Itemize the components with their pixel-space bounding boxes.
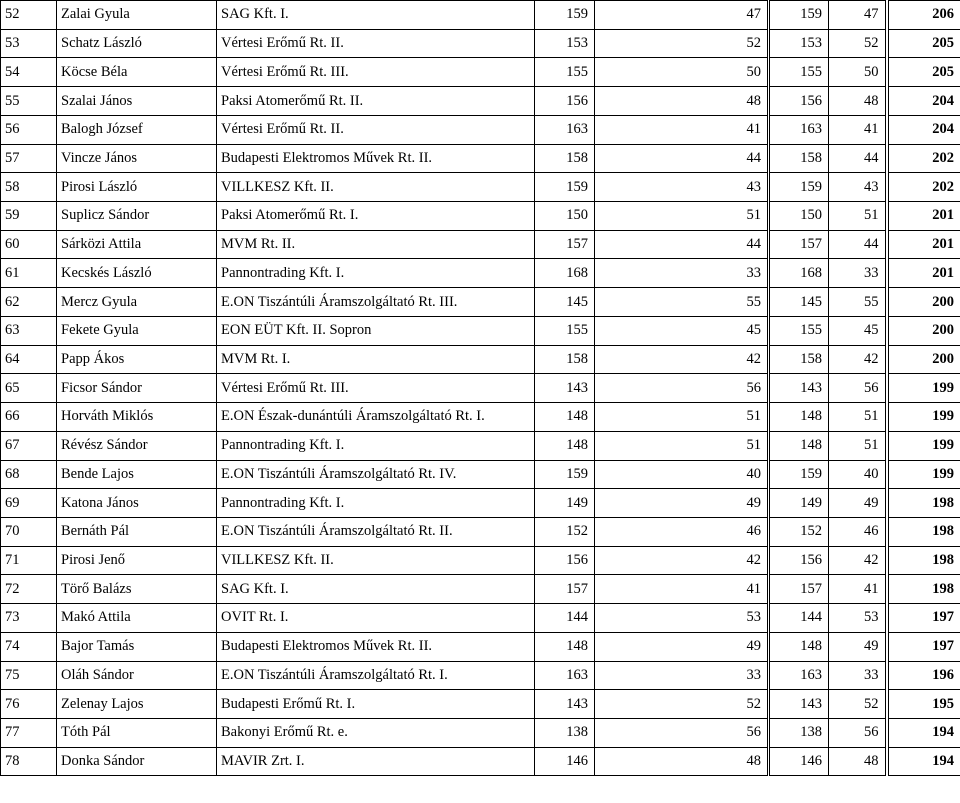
competitor-name-cell: Zelenay Lajos: [57, 690, 217, 719]
score-d-cell: 49: [829, 489, 887, 518]
competitor-name-cell: Suplicz Sándor: [57, 202, 217, 231]
table-row: [1, 690, 960, 719]
competitor-name-cell: Pirosi Jenő: [57, 546, 217, 575]
table-row: [1, 259, 960, 288]
score-b-cell: 46: [595, 517, 769, 546]
total-score-cell: 195: [887, 690, 960, 719]
team-cell: Pannontrading Kft. I.: [217, 259, 535, 288]
score-a-cell: 148: [535, 632, 595, 661]
score-c-cell: 153: [769, 29, 829, 58]
table-row: [1, 431, 960, 460]
rank-cell: 68: [1, 460, 57, 489]
table-row: [1, 316, 960, 345]
score-c-cell: 157: [769, 230, 829, 259]
rank-cell: 76: [1, 690, 57, 719]
total-score-cell: 201: [887, 259, 960, 288]
total-score-cell: 197: [887, 632, 960, 661]
competitor-name-cell: Fekete Gyula: [57, 316, 217, 345]
team-cell: E.ON Tiszántúli Áramszolgáltató Rt. I.: [217, 661, 535, 690]
rank-cell: 65: [1, 374, 57, 403]
score-a-cell: 146: [535, 747, 595, 776]
score-b-cell: 33: [595, 259, 769, 288]
team-cell: Vértesi Erőmű Rt. II.: [217, 115, 535, 144]
team-cell: Budapesti Elektromos Művek Rt. II.: [217, 632, 535, 661]
table-row: [1, 345, 960, 374]
team-cell: SAG Kft. I.: [217, 1, 535, 30]
score-b-cell: 45: [595, 316, 769, 345]
score-c-cell: 163: [769, 115, 829, 144]
competitor-name-cell: Ficsor Sándor: [57, 374, 217, 403]
team-cell: E.ON Észak-dunántúli Áramszolgáltató Rt. I.: [217, 403, 535, 432]
rank-cell: 53: [1, 29, 57, 58]
rank-cell: 78: [1, 747, 57, 776]
competitor-name-cell: Révész Sándor: [57, 431, 217, 460]
score-b-cell: 47: [595, 1, 769, 30]
rank-cell: 70: [1, 517, 57, 546]
table-row: [1, 144, 960, 173]
score-c-cell: 158: [769, 345, 829, 374]
team-cell: VILLKESZ Kft. II.: [217, 173, 535, 202]
score-d-cell: 47: [829, 1, 887, 30]
rank-cell: 64: [1, 345, 57, 374]
score-c-cell: 163: [769, 661, 829, 690]
score-a-cell: 155: [535, 316, 595, 345]
score-b-cell: 44: [595, 230, 769, 259]
score-c-cell: 155: [769, 316, 829, 345]
team-cell: E.ON Tiszántúli Áramszolgáltató Rt. IV.: [217, 460, 535, 489]
score-d-cell: 52: [829, 690, 887, 719]
team-cell: Budapesti Erőmű Rt. I.: [217, 690, 535, 719]
competitor-name-cell: Bende Lajos: [57, 460, 217, 489]
score-b-cell: 48: [595, 87, 769, 116]
competitor-name-cell: Schatz László: [57, 29, 217, 58]
competitor-name-cell: Papp Ákos: [57, 345, 217, 374]
score-b-cell: 33: [595, 661, 769, 690]
total-score-cell: 205: [887, 58, 960, 87]
team-cell: Paksi Atomerőmű Rt. I.: [217, 202, 535, 231]
table-row: [1, 202, 960, 231]
score-c-cell: 156: [769, 87, 829, 116]
team-cell: MAVIR Zrt. I.: [217, 747, 535, 776]
score-d-cell: 40: [829, 460, 887, 489]
rank-cell: 72: [1, 575, 57, 604]
competitor-name-cell: Bernáth Pál: [57, 517, 217, 546]
table-row: [1, 288, 960, 317]
score-c-cell: 145: [769, 288, 829, 317]
score-d-cell: 48: [829, 87, 887, 116]
total-score-cell: 199: [887, 431, 960, 460]
total-score-cell: 202: [887, 173, 960, 202]
score-b-cell: 44: [595, 144, 769, 173]
table-row: [1, 718, 960, 747]
total-score-cell: 200: [887, 288, 960, 317]
score-d-cell: 33: [829, 259, 887, 288]
score-b-cell: 43: [595, 173, 769, 202]
score-d-cell: 51: [829, 431, 887, 460]
total-score-cell: 198: [887, 489, 960, 518]
score-a-cell: 152: [535, 517, 595, 546]
total-score-cell: 198: [887, 546, 960, 575]
team-cell: MVM Rt. I.: [217, 345, 535, 374]
table-row: [1, 403, 960, 432]
score-b-cell: 56: [595, 374, 769, 403]
score-b-cell: 50: [595, 58, 769, 87]
score-d-cell: 33: [829, 661, 887, 690]
score-a-cell: 156: [535, 546, 595, 575]
score-b-cell: 42: [595, 345, 769, 374]
score-b-cell: 52: [595, 690, 769, 719]
total-score-cell: 199: [887, 403, 960, 432]
table-row: [1, 230, 960, 259]
score-d-cell: 44: [829, 144, 887, 173]
score-d-cell: 53: [829, 604, 887, 633]
competitor-name-cell: Balogh József: [57, 115, 217, 144]
score-d-cell: 41: [829, 575, 887, 604]
score-a-cell: 143: [535, 690, 595, 719]
competitor-name-cell: Makó Attila: [57, 604, 217, 633]
score-c-cell: 168: [769, 259, 829, 288]
total-score-cell: 206: [887, 1, 960, 30]
score-b-cell: 53: [595, 604, 769, 633]
score-a-cell: 145: [535, 288, 595, 317]
table-row: [1, 747, 960, 776]
table-row: [1, 374, 960, 403]
rank-cell: 67: [1, 431, 57, 460]
team-cell: MVM Rt. II.: [217, 230, 535, 259]
score-a-cell: 158: [535, 144, 595, 173]
competitor-name-cell: Zalai Gyula: [57, 1, 217, 30]
score-d-cell: 51: [829, 202, 887, 231]
score-d-cell: 56: [829, 718, 887, 747]
total-score-cell: 201: [887, 230, 960, 259]
table-row: [1, 58, 960, 87]
competitor-name-cell: Bajor Tamás: [57, 632, 217, 661]
table-row: [1, 173, 960, 202]
score-c-cell: 143: [769, 690, 829, 719]
score-c-cell: 148: [769, 632, 829, 661]
score-a-cell: 138: [535, 718, 595, 747]
score-c-cell: 144: [769, 604, 829, 633]
score-b-cell: 51: [595, 403, 769, 432]
team-cell: Vértesi Erőmű Rt. II.: [217, 29, 535, 58]
total-score-cell: 204: [887, 87, 960, 116]
rank-cell: 66: [1, 403, 57, 432]
score-c-cell: 143: [769, 374, 829, 403]
table-row: [1, 1, 960, 30]
score-d-cell: 55: [829, 288, 887, 317]
table-row: [1, 575, 960, 604]
total-score-cell: 194: [887, 747, 960, 776]
table-row: [1, 29, 960, 58]
score-c-cell: 138: [769, 718, 829, 747]
competitor-name-cell: Vincze János: [57, 144, 217, 173]
competitor-name-cell: Kecskés László: [57, 259, 217, 288]
score-d-cell: 45: [829, 316, 887, 345]
total-score-cell: 200: [887, 345, 960, 374]
score-c-cell: 155: [769, 58, 829, 87]
score-b-cell: 42: [595, 546, 769, 575]
score-a-cell: 148: [535, 431, 595, 460]
score-a-cell: 144: [535, 604, 595, 633]
total-score-cell: 198: [887, 575, 960, 604]
table-row: [1, 517, 960, 546]
total-score-cell: 196: [887, 661, 960, 690]
total-score-cell: 199: [887, 374, 960, 403]
score-b-cell: 40: [595, 460, 769, 489]
rank-cell: 58: [1, 173, 57, 202]
competitor-name-cell: Donka Sándor: [57, 747, 217, 776]
score-b-cell: 51: [595, 431, 769, 460]
table-row: [1, 632, 960, 661]
total-score-cell: 198: [887, 517, 960, 546]
score-c-cell: 146: [769, 747, 829, 776]
results-table-body: [1, 1, 960, 776]
table-row: [1, 460, 960, 489]
table-row: [1, 115, 960, 144]
score-b-cell: 41: [595, 575, 769, 604]
competitor-name-cell: Köcse Béla: [57, 58, 217, 87]
score-a-cell: 163: [535, 661, 595, 690]
score-a-cell: 150: [535, 202, 595, 231]
score-a-cell: 155: [535, 58, 595, 87]
score-a-cell: 168: [535, 259, 595, 288]
score-c-cell: 152: [769, 517, 829, 546]
team-cell: Bakonyi Erőmű Rt. e.: [217, 718, 535, 747]
team-cell: SAG Kft. I.: [217, 575, 535, 604]
score-c-cell: 159: [769, 460, 829, 489]
score-a-cell: 156: [535, 87, 595, 116]
competitor-name-cell: Pirosi László: [57, 173, 217, 202]
rank-cell: 60: [1, 230, 57, 259]
score-c-cell: 159: [769, 173, 829, 202]
team-cell: EON EÜT Kft. II. Sopron: [217, 316, 535, 345]
score-c-cell: 148: [769, 431, 829, 460]
competitor-name-cell: Sárközi Attila: [57, 230, 217, 259]
score-a-cell: 148: [535, 403, 595, 432]
score-d-cell: 42: [829, 546, 887, 575]
score-d-cell: 48: [829, 747, 887, 776]
score-a-cell: 159: [535, 173, 595, 202]
score-a-cell: 153: [535, 29, 595, 58]
competitor-name-cell: Mercz Gyula: [57, 288, 217, 317]
rank-cell: 71: [1, 546, 57, 575]
competitor-name-cell: Horváth Miklós: [57, 403, 217, 432]
score-d-cell: 41: [829, 115, 887, 144]
total-score-cell: 202: [887, 144, 960, 173]
score-b-cell: 49: [595, 632, 769, 661]
competitor-name-cell: Katona János: [57, 489, 217, 518]
rank-cell: 75: [1, 661, 57, 690]
score-c-cell: 149: [769, 489, 829, 518]
score-b-cell: 51: [595, 202, 769, 231]
team-cell: Pannontrading Kft. I.: [217, 431, 535, 460]
table-row: [1, 489, 960, 518]
team-cell: E.ON Tiszántúli Áramszolgáltató Rt. III.: [217, 288, 535, 317]
score-a-cell: 157: [535, 230, 595, 259]
rank-cell: 77: [1, 718, 57, 747]
score-a-cell: 159: [535, 460, 595, 489]
rank-cell: 69: [1, 489, 57, 518]
rank-cell: 56: [1, 115, 57, 144]
team-cell: Vértesi Erőmű Rt. III.: [217, 374, 535, 403]
rank-cell: 63: [1, 316, 57, 345]
score-d-cell: 44: [829, 230, 887, 259]
score-d-cell: 52: [829, 29, 887, 58]
score-d-cell: 42: [829, 345, 887, 374]
total-score-cell: 197: [887, 604, 960, 633]
rank-cell: 59: [1, 202, 57, 231]
rank-cell: 74: [1, 632, 57, 661]
score-a-cell: 143: [535, 374, 595, 403]
score-c-cell: 157: [769, 575, 829, 604]
score-a-cell: 158: [535, 345, 595, 374]
score-d-cell: 50: [829, 58, 887, 87]
score-d-cell: 43: [829, 173, 887, 202]
score-d-cell: 51: [829, 403, 887, 432]
competitor-name-cell: Oláh Sándor: [57, 661, 217, 690]
score-c-cell: 158: [769, 144, 829, 173]
score-c-cell: 148: [769, 403, 829, 432]
competitor-name-cell: Szalai János: [57, 87, 217, 116]
score-c-cell: 150: [769, 202, 829, 231]
team-cell: Budapesti Elektromos Művek Rt. II.: [217, 144, 535, 173]
table-row: [1, 87, 960, 116]
team-cell: Pannontrading Kft. I.: [217, 489, 535, 518]
score-a-cell: 157: [535, 575, 595, 604]
total-score-cell: 201: [887, 202, 960, 231]
competitor-name-cell: Tóth Pál: [57, 718, 217, 747]
score-c-cell: 156: [769, 546, 829, 575]
rank-cell: 54: [1, 58, 57, 87]
total-score-cell: 204: [887, 115, 960, 144]
team-cell: E.ON Tiszántúli Áramszolgáltató Rt. II.: [217, 517, 535, 546]
score-b-cell: 41: [595, 115, 769, 144]
score-a-cell: 159: [535, 1, 595, 30]
team-cell: VILLKESZ Kft. II.: [217, 546, 535, 575]
total-score-cell: 199: [887, 460, 960, 489]
rank-cell: 55: [1, 87, 57, 116]
score-b-cell: 52: [595, 29, 769, 58]
score-b-cell: 55: [595, 288, 769, 317]
score-b-cell: 49: [595, 489, 769, 518]
rank-cell: 73: [1, 604, 57, 633]
score-a-cell: 163: [535, 115, 595, 144]
team-cell: OVIT Rt. I.: [217, 604, 535, 633]
team-cell: Paksi Atomerőmű Rt. II.: [217, 87, 535, 116]
rank-cell: 62: [1, 288, 57, 317]
table-row: [1, 546, 960, 575]
competitor-name-cell: Törő Balázs: [57, 575, 217, 604]
score-d-cell: 46: [829, 517, 887, 546]
total-score-cell: 205: [887, 29, 960, 58]
score-a-cell: 149: [535, 489, 595, 518]
score-d-cell: 56: [829, 374, 887, 403]
total-score-cell: 194: [887, 718, 960, 747]
rank-cell: 57: [1, 144, 57, 173]
table-row: [1, 661, 960, 690]
score-b-cell: 56: [595, 718, 769, 747]
score-c-cell: 159: [769, 1, 829, 30]
rank-cell: 61: [1, 259, 57, 288]
score-d-cell: 49: [829, 632, 887, 661]
team-cell: Vértesi Erőmű Rt. III.: [217, 58, 535, 87]
table-row: [1, 604, 960, 633]
score-b-cell: 48: [595, 747, 769, 776]
rank-cell: 52: [1, 1, 57, 30]
total-score-cell: 200: [887, 316, 960, 345]
